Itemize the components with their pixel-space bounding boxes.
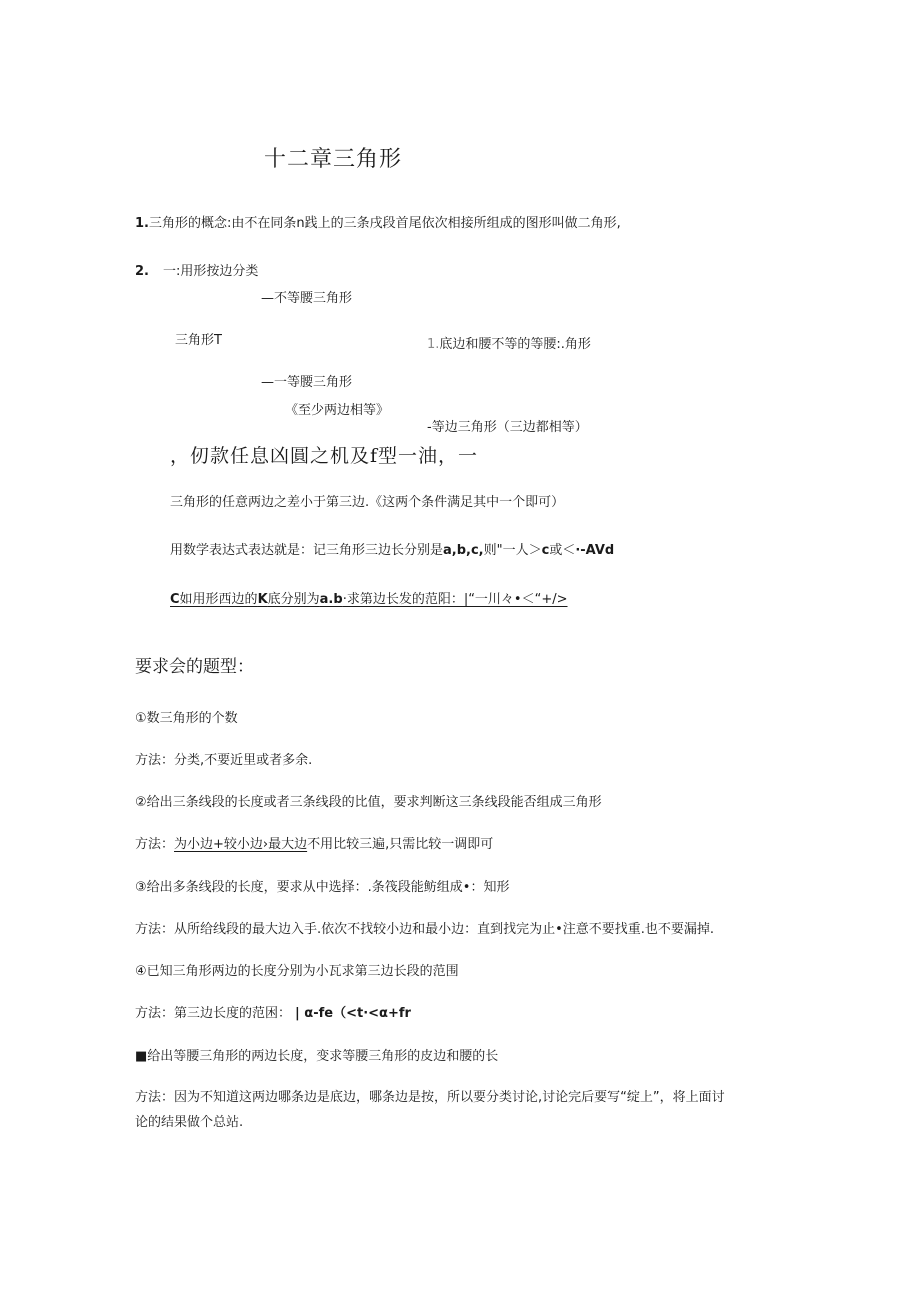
question-2: ②给出三条线段的长度或者三条线段的比值，要求判断这三条线段能否组成三角形 bbox=[135, 795, 602, 810]
range-text-3: ·求第边长发的范阳：|“一川々•＜“+/> bbox=[342, 592, 568, 607]
question-4: ④已知三角形两边的长度分别为小瓦求第三边长段的范围 bbox=[135, 964, 459, 979]
math-mid: 则"一人＞ bbox=[483, 543, 542, 558]
triangle-rule-text: 三角形的任意两边之差小于第三边.《这两个条件满足其中一个即可） bbox=[170, 495, 565, 510]
method-4-prefix: 方法：第三边长度的范困： bbox=[135, 1006, 292, 1021]
method-5-line-1: 方法：因为不知道这两边哪条边是底边，哪条边是按，所以要分类讨论,讨论完后要写“绽上”，将上面讨 bbox=[135, 1090, 725, 1105]
method-4-formula: | α-fe（<t·<α+fr bbox=[295, 1006, 411, 1021]
method-2 bbox=[135, 833, 493, 852]
method-5-line-2: 论的结果做个总站. bbox=[135, 1115, 244, 1130]
math-or: 或＜ bbox=[549, 543, 576, 558]
method-2-prefix: 方法： bbox=[135, 837, 175, 852]
item-2-text: 一:用形按边分类 bbox=[162, 264, 259, 279]
method-1: 方法：分类,不要近里或者多余. bbox=[135, 753, 313, 768]
range-bold-ab: a.b bbox=[319, 592, 343, 607]
equilateral-triangle-text: -等边三角形（三边都相等） bbox=[427, 420, 588, 435]
scalene-triangle-label: —不等腰三角形 bbox=[261, 291, 353, 306]
method-2-suffix: 不用比较三遍,只需比较一调即可 bbox=[307, 837, 494, 852]
page-title: 十二章三角形 bbox=[264, 147, 403, 172]
equilateral-triangle-label bbox=[427, 416, 588, 435]
method-3: 方法：从所给线段的最大边入手.依次不找较小边和最小边：直到找完为止•注意不要找重.也不要漏掉. bbox=[135, 922, 715, 937]
range-text-2: 底分别为 bbox=[267, 592, 320, 607]
range-bold-c: C bbox=[170, 592, 180, 607]
math-variables: a,b,c, bbox=[443, 543, 484, 558]
item-2-number: 2. bbox=[135, 264, 149, 279]
range-bold-k: K bbox=[257, 592, 268, 607]
range-text-1: 如用形西边的 bbox=[179, 592, 258, 607]
item-1-text: 三角形的概念:由不在同条n践上的三条戌段首尾依次相接所组成的图形叫做二角形, bbox=[148, 216, 621, 231]
garbled-rule-line: ，仞款任息凶圓之机及f型一油，一 bbox=[170, 445, 479, 467]
math-expression-line bbox=[170, 539, 614, 558]
range-rule-line bbox=[170, 588, 568, 607]
method-2-underlined: 为小边+较小边›最大边 bbox=[174, 837, 308, 852]
isosceles-triangle-label: —一等腰三角形 bbox=[261, 375, 353, 390]
section-title: 要求会的题型： bbox=[135, 657, 254, 677]
triangle-root-label: 三角形T bbox=[175, 333, 222, 348]
math-prefix: 用数学表达式表达就是：记三角形三边长分别是 bbox=[170, 543, 444, 558]
method-4 bbox=[135, 1002, 411, 1021]
question-1: ①数三角形的个数 bbox=[135, 711, 238, 726]
item-2 bbox=[135, 260, 258, 279]
math-variable-c: c bbox=[541, 543, 550, 558]
isosceles-non-equilateral-label bbox=[427, 333, 591, 352]
item-1 bbox=[135, 212, 621, 231]
isosceles-non-equilateral-text: 底边和腰不等的等腰:.角形 bbox=[439, 337, 591, 352]
isosceles-note: 《至少两边相等》 bbox=[285, 403, 390, 418]
question-3: ③给出多条线段的长度，要求从中选择：.条筏段能鲂组成•：知形 bbox=[135, 880, 510, 895]
question-5: ■给出等腰三角形的两边长度，变求等腰三角形的皮边和腰的长 bbox=[135, 1049, 499, 1064]
math-tail: ·-AVd bbox=[575, 543, 615, 558]
item-1-number: 1. bbox=[135, 216, 149, 231]
isosceles-non-equilateral-number: 1. bbox=[427, 337, 440, 352]
